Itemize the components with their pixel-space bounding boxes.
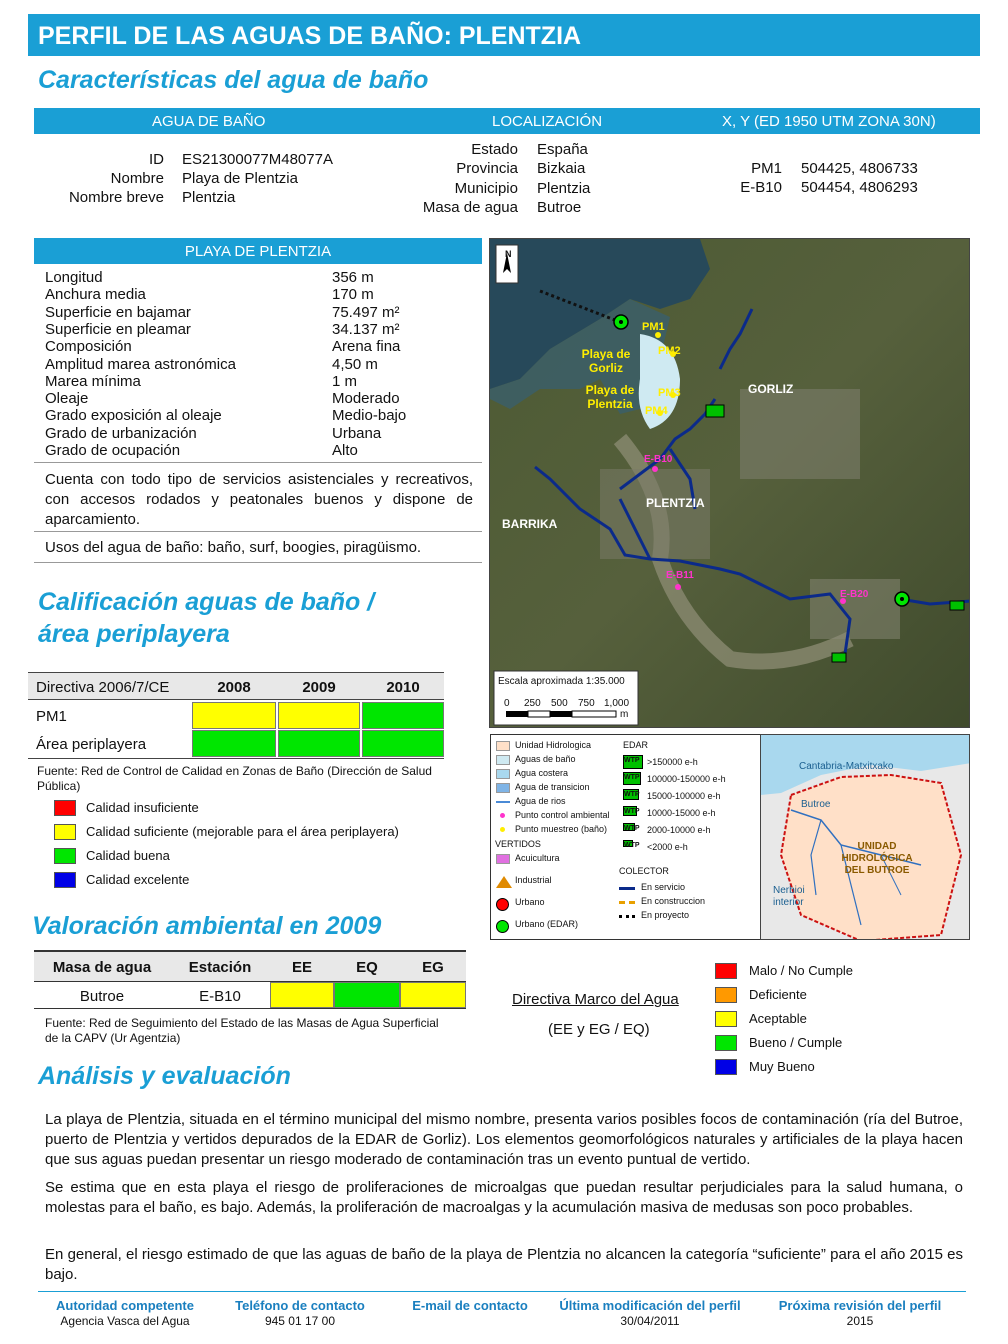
page-title: PERFIL DE LAS AGUAS DE BAÑO: PLENTZIA [28,14,980,56]
loc-value: Bizkaia [537,160,586,177]
map-legend-label: Agua costera [515,768,569,778]
plentzia-beach-label: Playa de Plentzia [585,383,635,411]
river-line-icon [496,801,510,803]
footer-heading: Teléfono de contacto [235,1298,365,1313]
playa-header-bar: PLAYA DE PLENTZIA [34,238,482,264]
colector-label: En construccion [641,896,706,906]
header-localizacion: LOCALIZACIÓN [492,113,603,130]
val-header: EG [422,959,444,976]
loc-key: Masa de agua [422,199,518,216]
edar-label: >150000 e-h [647,757,698,767]
legend-swatch [54,872,76,888]
dma-swatch [715,1011,737,1027]
map-legend-label: Punto muestreo (baño) [515,824,608,834]
agua-key: Nombre breve [68,189,164,206]
calif-header-year: 2010 [386,679,420,696]
playa-value: 170 m [332,286,374,304]
usos-text: Usos del agua de baño: baño, surf, boogies, piragüismo. [45,539,422,556]
val-header: EQ [356,959,378,976]
map-legend-label: VERTIDOS [495,839,541,849]
scale-tick: 750 [578,698,595,709]
calif-header-directiva: Directiva 2006/7/CE [36,679,170,696]
hydro-unit-swatch [496,741,510,751]
agua-value: Playa de Plentzia [182,170,298,187]
agua-key: ID [149,151,164,168]
dma-title: Directiva Marco del Agua [512,991,679,1008]
edar-title: EDAR [623,740,649,750]
legend-swatch [54,800,76,816]
val-status-cell [400,982,466,1008]
val-estacion: E-B10 [199,988,241,1005]
calif-quality-cell [192,730,276,757]
map-legend-label: Acuicultura [515,853,560,863]
calif-header-year: 2008 [217,679,251,696]
footer-value: 30/04/2011 [620,1314,680,1328]
inset-label-cantabria: Cantabria-Matxitxako [799,761,894,772]
eb11-label: E-B11 [666,570,694,581]
eb10-label: E-B10 [644,454,673,465]
playa-value: Medio-bajo [332,407,407,425]
map-legend-label: Unidad Hidrologica [515,740,592,750]
scale-unit: m [620,709,629,720]
legend-label: Calidad excelente [86,872,190,887]
section-title-analisis: Análisis y evaluación [38,1062,291,1090]
val-header: Masa de agua [52,959,152,976]
playa-value: 356 m [332,269,374,286]
loc-key: Municipio [454,180,518,197]
playa-key: Grado de urbanización [45,424,197,442]
scale-tick: 500 [551,698,568,709]
inset-label-unidad: UNIDAD HIDROLÓGICA DEL BUTROE [841,841,913,876]
playa-value: Arena fina [332,338,401,356]
section-title-valoracion: Valoración ambiental en 2009 [32,912,382,940]
val-masa: Butroe [79,988,125,1005]
pm3-label: PM3 [658,387,681,399]
playa-key: Superficie en pleamar [45,320,191,338]
scale-tick: 0 [504,698,510,709]
legend-label: Calidad suficiente (mejorable para el área periplayera) [86,824,399,839]
val-header: Estación [188,959,252,976]
calif-row-label: PM1 [36,708,67,725]
calif-row-label: Área periplayera [36,736,147,753]
map-legend-label: Agua de transicion [515,782,590,792]
pm2-label: PM2 [658,345,681,357]
gorliz-beach-label: Playa de Gorliz [581,347,631,375]
playa-key: Grado de ocupación [45,442,181,459]
analysis-paragraph: Se estima que en esta playa el riesgo de proliferaciones de microalgas que puedan resultar perjudiciales para la salud humana, o molestas para el baño, es bajo. Además, la proliferación de macroalgas y la acumulación masiva de medusas son poco probables. [45,1179,963,1216]
analysis-paragraph: En general, el riesgo estimado de que las aguas de baño de la playa de Plentzia no alcancen la categoría “suficiente” para el año 2015 es bajo. [45,1246,963,1283]
map-legend-label: Urbano [515,897,545,907]
playa-key: Amplitud marea astronómica [45,355,236,373]
coastal-water-swatch [496,769,510,779]
playa-key: Grado exposición al oleaje [45,407,222,425]
colector-line-icon [619,887,635,890]
transition-water-swatch [496,783,510,793]
colector-line-icon [619,901,635,904]
dma-label: Bueno / Cumple [749,1035,843,1050]
calif-quality-cell [278,702,360,729]
gorliz-label: GORLIZ [748,382,794,396]
map-legend-label: Punto control ambiental [515,810,610,820]
playa-value: Urbana [332,424,382,442]
dma-subtitle: (EE y EG / EQ) [548,1021,650,1038]
inset-label-butroe: Butroe [801,799,831,810]
edar-label: 2000-10000 e-h [647,825,711,835]
legend-swatch [54,848,76,864]
playa-key: Marea mínima [45,372,141,390]
wtp-icon: WTP [624,808,640,815]
wtp-icon: WTP [623,772,641,785]
loc-value: Plentzia [537,180,591,197]
agua-key: Nombre [110,170,164,187]
info-header-bar [34,108,980,134]
legend-label: Calidad buena [86,848,170,863]
urban-icon [496,898,509,911]
section-title-calificacion: Calificación aguas de baño / [38,588,375,616]
footer-heading: Última modificación del perfil [559,1298,741,1313]
colector-title: COLECTOR [619,866,669,876]
coord-key: PM1 [751,160,782,177]
dma-label: Aceptable [749,1011,807,1026]
coord-value: 504425, 4806733 [801,160,918,177]
industrial-icon [496,876,512,888]
map-legend-label: Aguas de baño [515,754,576,764]
footer-value: 2015 [846,1314,874,1328]
wtp-icon: WTP [623,755,643,769]
scale-tick: 1,000 [604,698,630,709]
dma-label: Deficiente [749,987,807,1002]
playa-key: Composición [45,338,132,356]
inset-label-nerbioi: Nerbioi interior [773,885,805,908]
val-status-cell [270,982,334,1008]
loc-key: Estado [471,141,518,158]
playa-key: Longitud [45,269,103,286]
dma-swatch [715,1035,737,1051]
footer-heading: Próxima revisión del perfil [778,1298,942,1313]
calif-header-year: 2009 [302,679,336,696]
section-title-caracteristicas: Características del agua de baño [38,66,429,94]
urban-edar-icon [496,920,509,933]
calif-quality-cell [362,730,444,757]
aerial-map [489,238,970,728]
inset-map [760,734,970,940]
playa-value: 4,50 m [332,355,378,373]
calif-quality-cell [192,702,276,729]
loc-key: Provincia [456,160,518,177]
playa-key: Oleaje [45,390,89,408]
control-point-icon [500,813,505,818]
calif-quality-cell [362,702,444,729]
legend-swatch [54,824,76,840]
wtp-icon: WTP [624,842,640,849]
edar-label: 10000-15000 e-h [647,808,716,818]
edar-label: 100000-150000 e-h [647,774,726,784]
eb20-label: E-B20 [840,589,869,600]
north-label: N [505,249,512,259]
playa-key: Superficie en bajamar [45,303,191,321]
aquaculture-icon [496,854,510,864]
map-legend-label: Agua de rios [515,796,566,806]
section-title-periplayera: área periplayera [38,620,230,648]
colector-label: En servicio [641,882,686,892]
coord-value: 504454, 4806293 [801,179,918,196]
loc-value: Butroe [537,199,582,216]
playa-value: Alto [332,442,358,459]
analysis-paragraph: La playa de Plentzia, situada en el término municipal del mismo nombre, presenta varios posibles focos de contaminación (ría del Butroe, puerto de Plentzia y vertidos depurados de la EDAR de Gorliz). Los elementos geomorfológicos naturales y artificiales de la playa hacen que sus aguas puedan presentar un riesgo moderado de contaminación tras un evento puntual de vertido. [45,1111,963,1168]
header-agua: AGUA DE BAÑO [152,113,266,130]
calif-fuente: Fuente: Red de Control de Calidad en Zonas de Baño (Dirección de Salud Pública) [37,764,432,793]
playa-key: Anchura media [45,286,146,304]
agua-value: Plentzia [182,189,236,206]
scale-tick: 250 [524,698,541,709]
barrika-label: BARRIKA [502,517,558,531]
footer-value: 945 01 17 00 [264,1314,336,1328]
legend-label: Calidad insuficiente [86,800,199,815]
servicios-text: Cuenta con todo tipo de servicios asistenciales y recreativos, con accesos rodados y peatonales buenos y dispone de aparcamiento. [45,471,473,528]
val-header: EE [291,959,312,976]
map-legend-label: Urbano (EDAR) [515,919,579,929]
dma-label: Muy Bueno [749,1059,815,1074]
dma-label: Malo / No Cumple [749,963,854,978]
map-legend [490,734,762,940]
wtp-icon: WTP [624,825,640,832]
plentzia-label: PLENTZIA [646,496,705,510]
footer-value: Agencia Vasca del Agua [60,1314,190,1328]
loc-value: España [537,141,588,158]
playa-value: 34.137 m² [332,320,400,338]
footer-heading: E-mail de contacto [412,1298,528,1313]
sampling-point-icon [500,827,505,832]
colector-line-icon [619,915,635,918]
pm1-label: PM1 [642,321,665,333]
colector-label: En proyecto [641,910,690,920]
header-coords: X, Y (ED 1950 UTM ZONA 30N) [722,113,936,130]
playa-value: 75.497 m² [332,303,400,321]
footer-heading: Autoridad competente [56,1298,194,1313]
agua-value: ES21300077M48077A [182,151,333,168]
scale-label: Escala aproximada 1:35.000 [498,676,625,687]
playa-value: 1 m [332,372,358,390]
dma-swatch [715,963,737,979]
map-legend-label: Industrial [515,875,552,885]
bathing-water-swatch [496,755,510,765]
dma-swatch [715,1059,737,1075]
pm4-label: PM4 [645,405,668,417]
edar-label: 15000-100000 e-h [647,791,721,801]
wtp-icon: WTP [624,791,640,798]
val-status-cell [334,982,400,1008]
coord-key: E-B10 [740,179,782,196]
calif-quality-cell [278,730,360,757]
val-fuente: Fuente: Red de Seguimiento del Estado de las Masas de Agua Superficial de la CAPV (Ur Agentzia) [45,1016,439,1045]
playa-value: Moderado [332,390,400,408]
dma-swatch [715,987,737,1003]
edar-label: <2000 e-h [647,842,688,852]
